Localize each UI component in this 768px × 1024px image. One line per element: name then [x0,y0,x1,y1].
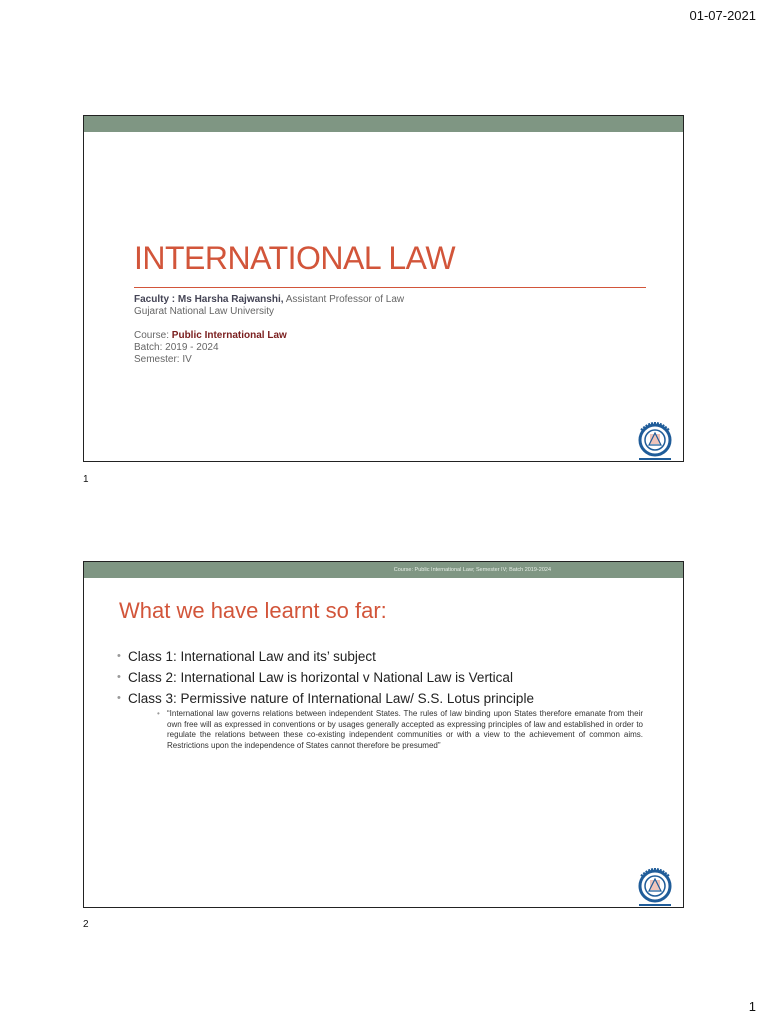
page-number: 1 [748,999,756,1014]
quote-item: • “International law governs relations between independent States. The rules of law binding upon States therefore emanate from their own free will as expressed in conventions or by usages generally accepted as expressing principles of law and established in order to regulate the relations between these co-existing independent communities or with a view to the achievement of common aims. Restrictions upon the independence of States cannot therefore be presumed” [157,709,643,750]
list-item: • Class 3: Permissive nature of International Law/ S.S. Lotus principle [117,688,657,709]
gnlu-seal-icon [633,860,677,908]
page-date: 01-07-2021 [689,8,756,23]
slide-1 [83,115,684,462]
slide-number: 2 [83,919,89,930]
course-label: Course: [134,330,172,341]
semester-line: Semester: IV [134,354,192,365]
bullet-icon: • [157,709,160,718]
bullet-icon: • [117,650,121,662]
slide-number: 1 [83,474,89,485]
bullet-list [117,646,657,751]
slide-2 [83,561,684,908]
faculty-name: Ms Harsha Rajwanshi, [177,294,284,305]
batch-line: Batch: 2019 - 2024 [134,342,219,353]
slide-header-bar: Course: Public International Law; Semester IV; Batch 2019-2024 [84,562,683,578]
slide-title: INTERNATIONAL LAW [134,240,456,276]
slide-info [134,294,404,366]
faculty-label: Faculty : [134,294,178,305]
university-name: Gujarat National Law University [134,306,275,317]
bullet-icon: • [117,671,121,683]
faculty-line [134,294,404,306]
course-value: Public International Law [171,330,287,341]
list-item: • Class 1: International Law and its’ subject [117,646,657,667]
slide-header-bar [84,116,683,132]
title-underline [134,287,646,288]
course-line [134,330,404,342]
slide-title: What we have learnt so far: [119,598,387,623]
list-item: • Class 2: International Law is horizontal v National Law is Vertical [117,667,657,688]
gnlu-seal-icon [633,414,677,462]
bullet-icon: • [117,692,121,704]
faculty-role: Assistant Professor of Law [283,294,405,305]
